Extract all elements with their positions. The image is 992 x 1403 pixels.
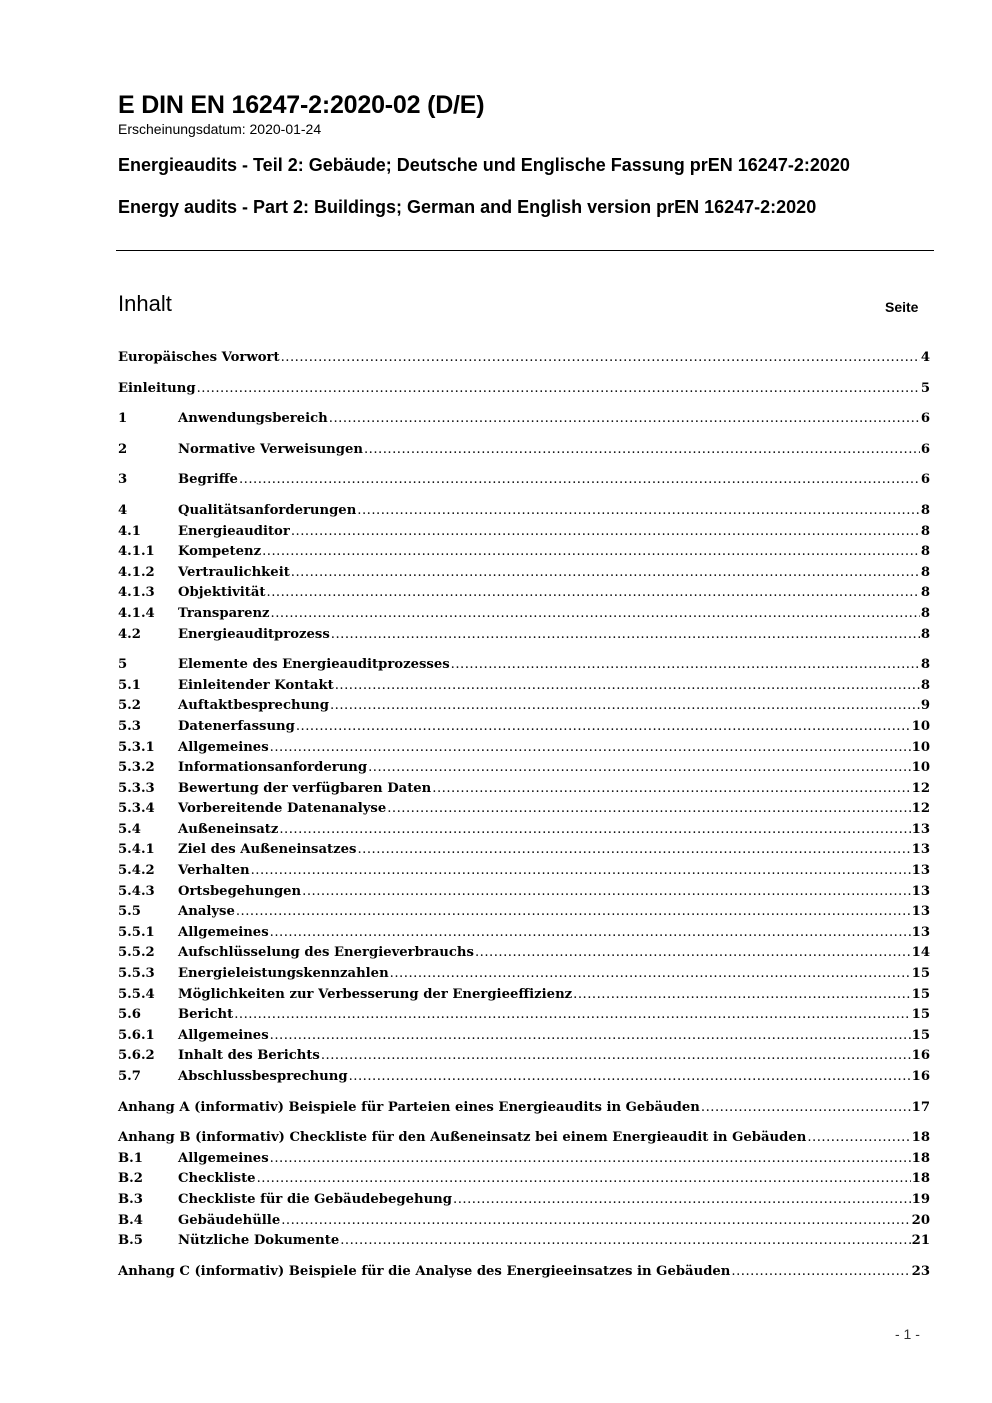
title-german: Energieaudits - Teil 2: Gebäude; Deutsche und Englische Fassung prEN 16247-2:2020	[118, 155, 850, 175]
toc-entry[interactable]	[118, 943, 930, 964]
toc-entry-page: 15	[911, 966, 930, 982]
toc-entry-title: Anhang C (informativ) Beispiele für die Analyse des Energieeinsatzes in Gebäuden	[118, 1263, 731, 1279]
toc-entry-number: 5.3.4	[118, 801, 155, 817]
title-english: Energy audits - Part 2: Buildings; German and English version prEN 16247-2:2020	[118, 197, 817, 217]
toc-dot-leader	[236, 902, 911, 923]
page-column-label: Seite	[885, 299, 919, 315]
toc-entry-page: 8	[920, 657, 930, 673]
toc-entry[interactable]	[118, 1211, 930, 1232]
toc-entry[interactable]	[118, 625, 930, 646]
toc-entry-title: Gebäudehülle	[178, 1212, 281, 1228]
toc-entry-page: 8	[920, 677, 930, 693]
toc-entry[interactable]	[118, 1098, 930, 1119]
toc-dot-leader	[234, 1005, 910, 1026]
toc-entry-number: 5.2	[118, 698, 141, 714]
toc-entry-page: 5	[920, 380, 930, 396]
toc-dot-leader	[281, 1211, 910, 1232]
toc-entry-title: Allgemeines	[178, 1027, 269, 1043]
toc-entry-title: Bericht	[178, 1007, 234, 1023]
toc-entry[interactable]	[118, 717, 930, 738]
toc-dot-leader	[731, 1262, 910, 1283]
toc-dot-leader	[296, 717, 911, 738]
toc-entry-page: 12	[911, 801, 930, 817]
toc-entry-number: B.3	[118, 1191, 143, 1207]
toc-dot-leader	[321, 1046, 911, 1067]
toc-entry-title: Vertraulichkeit	[178, 564, 290, 580]
table-of-contents	[118, 348, 930, 1282]
toc-entry-title: Anhang B (informativ) Checkliste für den Außeneinsatz bei einem Energieaudit in Gebäuden	[118, 1130, 807, 1146]
toc-dot-leader	[251, 861, 911, 882]
toc-entry-title: Energieauditprozess	[178, 626, 330, 642]
toc-dot-leader	[270, 738, 911, 759]
toc-entry-number: 5.3.3	[118, 780, 155, 796]
toc-entry-page: 16	[911, 1069, 930, 1084]
toc-entry-page: 6	[920, 441, 930, 457]
toc-entry-title: Checkliste	[178, 1171, 256, 1187]
toc-entry-number: B.4	[118, 1212, 143, 1228]
toc-dot-leader	[330, 696, 920, 717]
toc-entry-title: Ortsbegehungen	[178, 883, 302, 899]
toc-entry-title: Begriffe	[178, 472, 238, 488]
toc-entry-page: 23	[911, 1263, 930, 1279]
toc-dot-leader	[279, 820, 910, 841]
toc-entry[interactable]	[118, 522, 930, 543]
toc-dot-leader	[270, 1149, 911, 1170]
toc-entry-title: Checkliste für die Gebäudebegehung	[178, 1191, 452, 1207]
toc-entry[interactable]	[118, 738, 930, 759]
toc-entry-title: Inhalt des Berichts	[178, 1048, 320, 1064]
toc-entry-number: 5.3	[118, 718, 141, 734]
toc-entry-title: Einleitung	[118, 380, 196, 396]
toc-entry-page: 18	[911, 1171, 930, 1187]
toc-entry-page: 8	[920, 605, 930, 621]
toc-entry[interactable]	[118, 542, 930, 563]
toc-entry-page: 8	[920, 544, 930, 560]
toc-entry[interactable]	[118, 1046, 930, 1067]
toc-entry-title: Einleitender Kontakt	[178, 677, 334, 693]
toc-entry-page: 15	[911, 1007, 930, 1023]
toc-dot-leader	[281, 348, 920, 369]
toc-dot-leader	[368, 758, 911, 779]
toc-entry-title: Normative Verweisungen	[178, 441, 363, 457]
toc-entry-title: Allgemeines	[178, 739, 269, 755]
toc-entry-number: 5.4	[118, 821, 141, 837]
toc-entry[interactable]	[118, 923, 930, 944]
toc-entry-number: 1	[118, 411, 128, 427]
toc-entry-title: Aufschlüsselung des Energieverbrauchs	[178, 945, 474, 961]
toc-entry[interactable]	[118, 902, 930, 923]
toc-entry-title: Nützliche Dokumente	[178, 1233, 340, 1249]
toc-dot-leader	[453, 1190, 911, 1211]
toc-entry-page: 17	[911, 1099, 930, 1115]
toc-entry-page: 8	[920, 585, 930, 601]
toc-entry-title: Analyse	[178, 904, 235, 920]
toc-entry[interactable]	[118, 604, 930, 625]
toc-entry-title: Ziel des Außeneinsatzes	[178, 842, 357, 858]
toc-entry[interactable]	[118, 964, 930, 985]
toc-entry[interactable]	[118, 1262, 930, 1283]
toc-entry-number: B.5	[118, 1233, 143, 1249]
toc-entry-number: B.1	[118, 1150, 143, 1166]
toc-entry-title: Verhalten	[178, 863, 250, 879]
toc-entry[interactable]	[118, 440, 930, 461]
toc-entry-page: 16	[911, 1048, 930, 1064]
document-header	[118, 90, 934, 219]
toc-dot-leader	[387, 799, 910, 820]
toc-entry-page: 10	[911, 760, 930, 776]
toc-dot-leader	[257, 1169, 911, 1190]
toc-dot-leader	[267, 583, 920, 604]
toc-dot-leader	[197, 379, 920, 400]
toc-entry-page: 12	[911, 780, 930, 796]
toc-entry-number: 3	[118, 472, 128, 488]
toc-entry-page: 13	[911, 821, 930, 837]
toc-entry-page: 20	[911, 1212, 930, 1228]
toc-entry-title: Möglichkeiten zur Verbesserung der Energieeffizienz	[178, 986, 573, 1002]
toc-dot-leader	[291, 563, 920, 584]
toc-dot-leader	[335, 676, 920, 697]
toc-entry-number: 5.7	[118, 1069, 141, 1084]
toc-entry-number: 5.4.1	[118, 842, 155, 858]
toc-entry-number: 5.1	[118, 677, 141, 693]
toc-dot-leader	[364, 440, 920, 461]
header-divider	[116, 250, 934, 251]
toc-entry[interactable]	[118, 379, 930, 400]
toc-entry[interactable]	[118, 882, 930, 903]
toc-dot-leader	[807, 1128, 910, 1149]
toc-entry[interactable]	[118, 820, 930, 841]
toc-entry-number: 2	[118, 441, 128, 457]
toc-entry-title: Qualitätsanforderungen	[178, 502, 357, 518]
toc-dot-leader	[271, 604, 920, 625]
toc-dot-leader	[340, 1231, 910, 1252]
toc-entry[interactable]	[118, 799, 930, 820]
toc-dot-leader	[432, 779, 910, 800]
toc-entry[interactable]	[118, 1231, 930, 1252]
toc-entry-title: Bewertung der verfügbaren Daten	[178, 780, 432, 796]
toc-entry-number: 4.1	[118, 523, 141, 539]
toc-entry[interactable]	[118, 861, 930, 882]
toc-entry-number: 5	[118, 657, 128, 673]
toc-entry-title: Energieauditor	[178, 523, 290, 539]
toc-entry-page: 19	[911, 1191, 930, 1207]
toc-entry-number: 4.1.2	[118, 564, 155, 580]
toc-entry[interactable]	[118, 501, 930, 522]
toc-entry-number: 4.1.1	[118, 544, 155, 560]
toc-dot-leader	[573, 985, 910, 1006]
toc-dot-leader	[302, 882, 911, 903]
toc-entry-page: 8	[920, 626, 930, 642]
toc-entry[interactable]	[118, 1067, 930, 1088]
toc-dot-leader	[270, 1026, 911, 1047]
toc-entry-page: 13	[911, 863, 930, 879]
toc-entry-number: 5.5	[118, 904, 141, 920]
toc-dot-leader	[701, 1098, 911, 1119]
toc-entry[interactable]	[118, 1128, 930, 1149]
toc-entry-title: Allgemeines	[178, 924, 269, 940]
toc-entry[interactable]	[118, 758, 930, 779]
toc-entry-number: 5.6	[118, 1007, 141, 1023]
toc-entry-title: Objektivität	[178, 585, 266, 601]
toc-entry-number: 4.2	[118, 626, 141, 642]
toc-entry-page: 13	[911, 842, 930, 858]
toc-entry[interactable]	[118, 583, 930, 604]
toc-entry-page: 15	[911, 986, 930, 1002]
toc-entry-title: Außeneinsatz	[178, 821, 279, 837]
toc-entry[interactable]	[118, 1026, 930, 1047]
toc-entry-title: Vorbereitende Datenanalyse	[178, 801, 387, 817]
toc-entry-number: 5.6.2	[118, 1048, 155, 1064]
toc-entry[interactable]	[118, 840, 930, 861]
toc-entry-title: Elemente des Energieauditprozesses	[178, 657, 450, 673]
toc-entry-title: Energieleistungskennzahlen	[178, 966, 389, 982]
toc-entry-number: 4.1.3	[118, 585, 155, 601]
toc-entry[interactable]	[118, 1149, 930, 1170]
toc-entry-page: 6	[920, 472, 930, 488]
toc-entry-page: 8	[920, 523, 930, 539]
toc-dot-leader	[475, 943, 911, 964]
toc-entry-page: 6	[920, 411, 930, 427]
toc-entry-title: Auftaktbesprechung	[178, 698, 329, 714]
toc-entry[interactable]	[118, 1190, 930, 1211]
toc-entry-title: Anhang A (informativ) Beispiele für Parteien eines Energieaudits in Gebäuden	[118, 1099, 700, 1115]
toc-entry-page: 18	[911, 1130, 930, 1146]
toc-dot-leader	[451, 655, 920, 676]
toc-entry[interactable]	[118, 696, 930, 717]
toc-entry[interactable]	[118, 563, 930, 584]
toc-entry-title: Europäisches Vorwort	[118, 350, 280, 365]
toc-entry-number: 5.5.4	[118, 986, 155, 1002]
toc-entry-page: 8	[920, 502, 930, 518]
toc-entry[interactable]	[118, 655, 930, 676]
toc-entry-title: Datenerfassung	[178, 718, 295, 734]
toc-entry-number: 4	[118, 502, 128, 518]
toc-entry-number: 5.6.1	[118, 1027, 155, 1043]
toc-entry[interactable]	[118, 348, 930, 369]
toc-entry-page: 10	[911, 739, 930, 755]
toc-dot-leader	[329, 409, 920, 430]
toc-entry-number: 5.5.2	[118, 945, 155, 961]
document-id: E DIN EN 16247-2:2020-02 (D/E)	[118, 91, 485, 119]
toc-entry-page: 10	[911, 718, 930, 734]
toc-entry-number: 5.4.2	[118, 863, 155, 879]
toc-dot-leader	[390, 964, 911, 985]
toc-entry-page: 15	[911, 1027, 930, 1043]
toc-entry-page: 13	[911, 924, 930, 940]
toc-entry[interactable]	[118, 779, 930, 800]
toc-entry-page: 13	[911, 883, 930, 899]
toc-entry-page: 21	[911, 1233, 930, 1249]
toc-entry[interactable]	[118, 470, 930, 491]
toc-entry-number: 5.4.3	[118, 883, 155, 899]
toc-dot-leader	[270, 923, 911, 944]
toc-entry-page: 9	[920, 698, 930, 714]
toc-entry-number: B.2	[118, 1171, 143, 1187]
toc-entry-page: 18	[911, 1150, 930, 1166]
contents-heading: Inhalt	[118, 291, 172, 316]
toc-entry-title: Transparenz	[178, 605, 270, 621]
toc-dot-leader	[357, 501, 920, 522]
toc-dot-leader	[357, 840, 910, 861]
toc-entry-title: Allgemeines	[178, 1150, 269, 1166]
toc-entry-number: 5.3.2	[118, 760, 155, 776]
publication-date: Erscheinungsdatum: 2020-01-24	[118, 121, 322, 137]
toc-dot-leader	[349, 1067, 911, 1088]
toc-entry-number: 5.5.3	[118, 966, 155, 982]
toc-entry-page: 13	[911, 904, 930, 920]
toc-entry[interactable]	[118, 409, 930, 430]
toc-entry-page: 8	[920, 564, 930, 580]
toc-entry-title: Abschlussbesprechung	[178, 1069, 348, 1084]
toc-entry-title: Anwendungsbereich	[178, 411, 328, 427]
toc-entry-title: Kompetenz	[178, 544, 262, 560]
toc-entry[interactable]	[118, 985, 930, 1006]
toc-entry-page: 14	[911, 945, 930, 961]
toc-entry[interactable]	[118, 1005, 930, 1026]
toc-dot-leader	[291, 522, 920, 543]
toc-entry-number: 5.3.1	[118, 739, 155, 755]
toc-dot-leader	[331, 625, 920, 646]
toc-entry[interactable]	[118, 1169, 930, 1190]
toc-entry-page: 4	[920, 350, 930, 365]
toc-entry-number: 4.1.4	[118, 605, 155, 621]
toc-entry-number: 5.5.1	[118, 924, 155, 940]
toc-entry-title: Informationsanforderung	[178, 760, 368, 776]
page-number: - 1 -	[895, 1326, 920, 1342]
toc-entry[interactable]	[118, 676, 930, 697]
toc-dot-leader	[239, 470, 920, 491]
toc-dot-leader	[262, 542, 920, 563]
